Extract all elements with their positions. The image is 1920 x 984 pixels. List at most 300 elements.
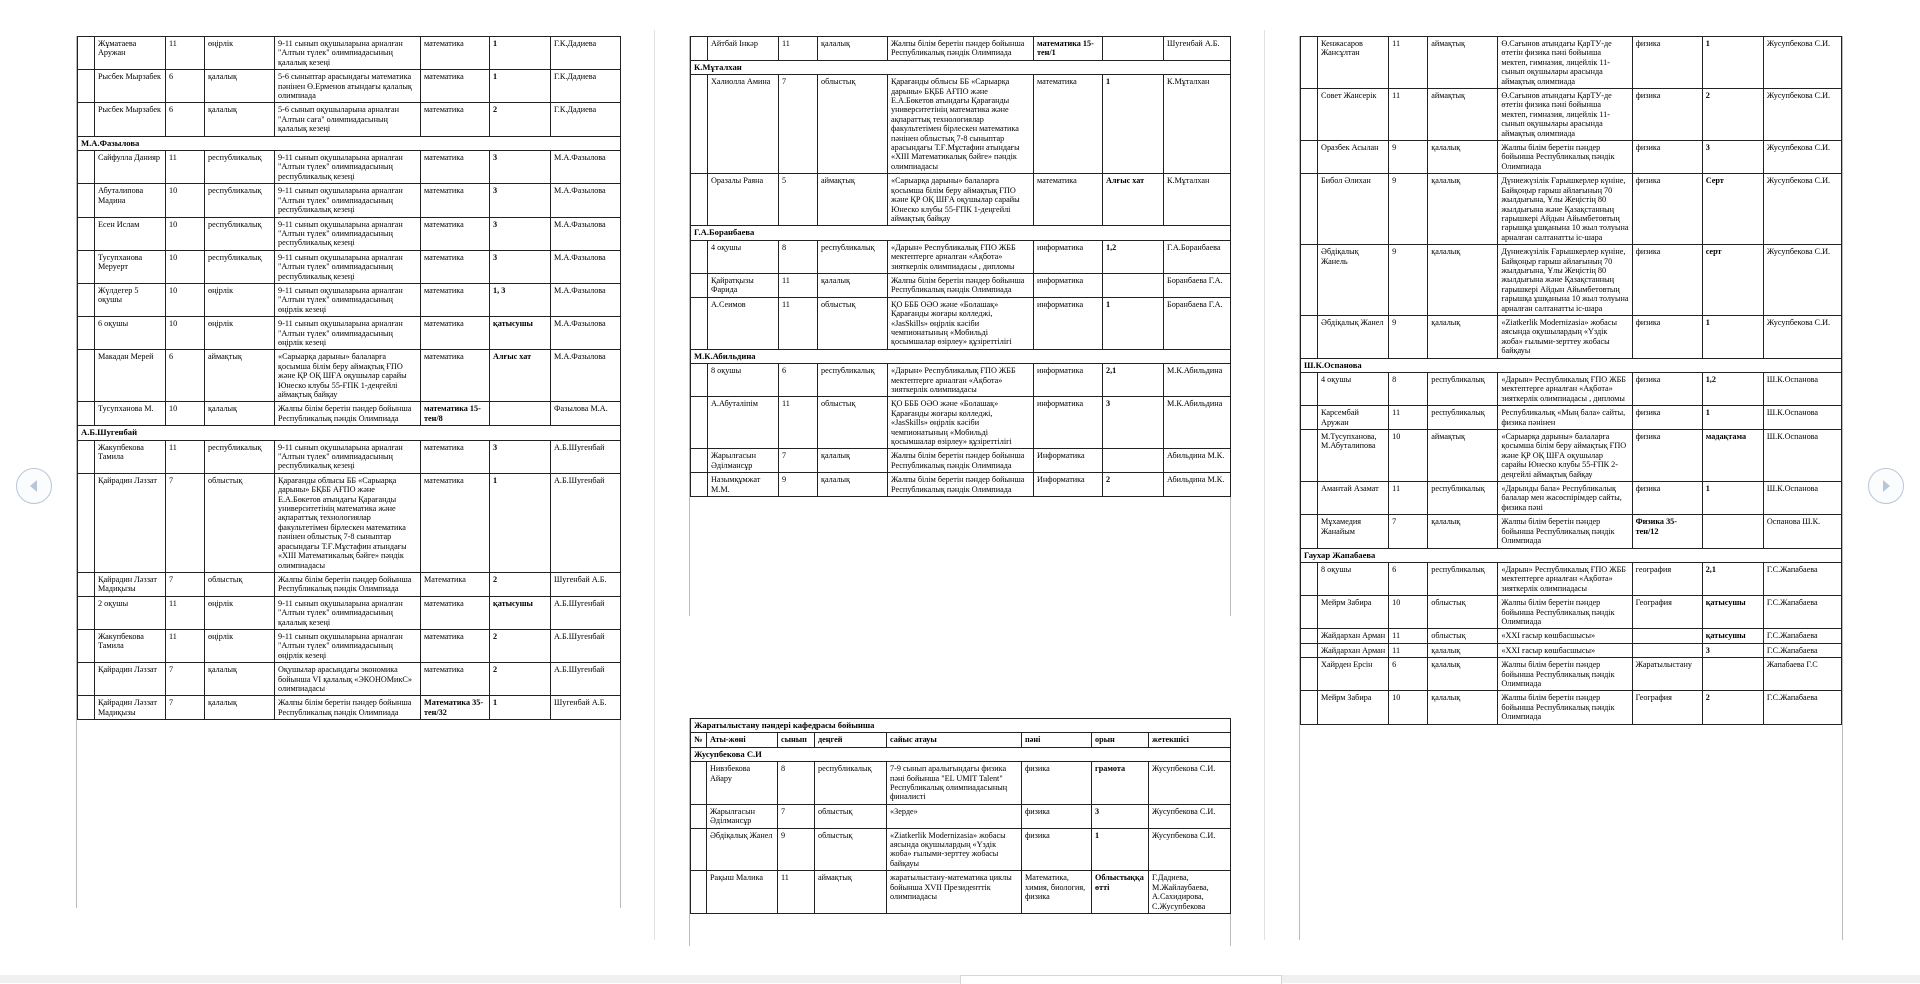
subject-cell: Математика 35-тен/32 <box>421 696 490 720</box>
level-cell: қалалық <box>205 103 275 136</box>
supervisor-cell: Шугенбай А.Б. <box>551 572 621 596</box>
student-name: Кенжасаров Жансұлтан <box>1318 37 1389 89</box>
competition-cell: «XXI ғасыр көшбасшысы» <box>1498 629 1632 643</box>
grade-cell: 7 <box>166 696 205 720</box>
place-cell: 1, 3 <box>490 283 551 316</box>
place-cell: 1,2 <box>1103 240 1164 273</box>
row-number <box>1301 141 1318 174</box>
subject-cell: Физика 35-тен/12 <box>1632 515 1702 548</box>
competition-cell: Ө.Сағынов атындағы ҚарТУ-де өтетін физика пәні бойынша мектеп, гимназия, лицейлік 11-сынып оқушылары арасында аймақтық олимпиада <box>1498 37 1632 89</box>
table-row <box>1301 245 1842 316</box>
grade-cell: 7 <box>166 663 205 696</box>
student-name: Макадан Мерей <box>95 350 166 402</box>
grade-cell: 10 <box>166 402 205 426</box>
subject-cell: информатика <box>1034 273 1103 297</box>
student-name: М.Тусупханова, М.Абуталипова <box>1318 430 1389 482</box>
competition-cell: Қарағанды облысы ББ «Сарыарқа дарыны» БҚББ АҒПО және Е.А.Бөкетов атындағы Қарағанды университетінің математика және ақпараттық технологиялар факультетімен бірлескен математика пәнінен облыстық 7-8 сыныптар арасындағы Т.Ғ.Мұстафин атындағы «XIII Математикалық бәйге» пәндік олимпиадасы <box>888 75 1034 174</box>
grade-cell: 11 <box>779 397 818 449</box>
competition-cell: 9-11 сынып оқушыларына арналған "Алтын түлек" олимпиадасының республикалық кезеңі <box>275 250 421 283</box>
department-title: Жаратылыстану пәндері кафедрасы бойынша <box>691 719 1231 733</box>
level-cell: республикалық <box>815 762 887 805</box>
place-cell: 3 <box>1702 643 1763 657</box>
place-cell: 1,2 <box>1702 373 1763 406</box>
chevron-left-icon <box>26 478 42 494</box>
subject-cell: математика <box>421 596 490 629</box>
table-row <box>78 217 621 250</box>
level-cell: қалалық <box>1428 515 1498 548</box>
teacher-name: Ш.К.Оспанова <box>1301 358 1842 372</box>
place-cell: 3 <box>1103 397 1164 449</box>
subject-cell: физика <box>1632 373 1702 406</box>
competition-cell: Қарағанды облысы ББ «Сарыарқа дарыны» БҚББ АҒПО және Е.А.Бөкетов атындағы Қарағанды университетінің математика және ақпараттық технологиялар факультетімен бірлескен математика пәнінен облыстық 7-8 сыныптар арасындағы Т.Ғ.Мұстафин атындағы «XIII Математикалық бәйге» пәндік олимпиадасы <box>275 473 421 572</box>
supervisor-cell: Ш.К.Оспанова <box>1763 406 1841 430</box>
competition-cell: 5-6 сынып оқушыларына арналған "Алтын саға" олимпиадасының қалалық кезеңі <box>275 103 421 136</box>
student-name: Амантай Азамат <box>1318 482 1389 515</box>
grade-cell: 10 <box>166 283 205 316</box>
table-row <box>1301 89 1842 141</box>
supervisor-cell: Жусупбекова С.И. <box>1763 89 1841 141</box>
level-cell: республикалық <box>1428 406 1498 430</box>
place-cell: қатысушы <box>490 596 551 629</box>
supervisor-cell: Жусупбекова С.И. <box>1149 762 1231 805</box>
teacher-section-row <box>691 226 1231 240</box>
table-row <box>78 184 621 217</box>
subject-cell: физика <box>1632 482 1702 515</box>
student-name: 4 оқушы <box>1318 373 1389 406</box>
table-row <box>78 473 621 572</box>
table-row <box>78 440 621 473</box>
supervisor-cell: М.А.Фазылова <box>551 350 621 402</box>
table-row <box>1301 596 1842 629</box>
subject-cell: математика <box>421 103 490 136</box>
level-cell: аймақтық <box>1428 37 1498 89</box>
competition-cell: Жалпы білім беретін пәндер бойынша Республикалық пәндік Олимпиада <box>275 402 421 426</box>
competition-cell: 9-11 сынып оқушыларына арналған "Алтын түлек" олимпиадасының қалалық кезеңі <box>275 596 421 629</box>
row-number <box>691 449 708 473</box>
competition-cell: 9-11 сынып оқушыларына арналған "Алтын түлек" олимпиадасының өңірлік кезеңі <box>275 317 421 350</box>
supervisor-cell: Г.К.Дадиева <box>551 70 621 103</box>
place-cell: серт <box>1702 245 1763 316</box>
supervisor-cell: Жусупбекова С.И. <box>1763 141 1841 174</box>
place-cell <box>1103 37 1164 61</box>
subject-cell: математика <box>421 440 490 473</box>
grade-cell: 10 <box>166 217 205 250</box>
grade-cell: 7 <box>166 473 205 572</box>
student-name: Қайрадин Ләззат <box>95 473 166 572</box>
supervisor-cell: М.А.Фазылова <box>551 317 621 350</box>
level-cell: облыстық <box>1428 596 1498 629</box>
table-row <box>691 871 1231 914</box>
row-number <box>1301 174 1318 245</box>
subject-cell: физика <box>1632 174 1702 245</box>
place-cell: Серт <box>1702 174 1763 245</box>
supervisor-cell: Г.С.Жапабаева <box>1763 562 1841 595</box>
table-row <box>1301 643 1842 657</box>
table-row <box>691 762 1231 805</box>
row-number <box>78 151 95 184</box>
competition-cell: 9-11 сынып оқушыларына арналған "Алтын түлек" олимпиадасының өңірлік кезеңі <box>275 629 421 662</box>
row-number <box>1301 562 1318 595</box>
supervisor-cell: Жапабаева Г.С <box>1763 658 1841 691</box>
grade-cell: 9 <box>1389 174 1428 245</box>
place-cell <box>1103 449 1164 473</box>
subject-cell: География <box>1632 691 1702 724</box>
column-header: № <box>691 733 707 747</box>
grade-cell: 11 <box>1389 406 1428 430</box>
teacher-section-row <box>1301 548 1842 562</box>
student-name: А.Абуталіпім <box>708 397 779 449</box>
competition-cell: 9-11 сынып оқушыларына арналған "Алтын түлек" олимпиадасының республикалық кезеңі <box>275 184 421 217</box>
level-cell: республикалық <box>1428 482 1498 515</box>
subject-cell: информатика <box>1034 397 1103 449</box>
subject-cell: математика <box>421 250 490 283</box>
table-row <box>78 70 621 103</box>
row-number <box>78 596 95 629</box>
place-cell: қатысушы <box>490 317 551 350</box>
supervisor-cell: Ш.К.Оспанова <box>1763 373 1841 406</box>
table-row <box>78 37 621 70</box>
supervisor-cell: Г.С.Жапабаева <box>1763 629 1841 643</box>
supervisor-cell: Г.С.Жапабаева <box>1763 596 1841 629</box>
row-number <box>1301 315 1318 358</box>
row-number <box>1301 89 1318 141</box>
competition-cell: Оқушылар арасындағы экономика бойынша VI қалалық «ЭКОНОМикС» олимпиадасы <box>275 663 421 696</box>
row-number <box>691 828 707 871</box>
teacher-section-row <box>1301 358 1842 372</box>
student-name: Абуталипова Мадина <box>95 184 166 217</box>
grade-cell: 6 <box>1389 562 1428 595</box>
table-row <box>1301 174 1842 245</box>
supervisor-cell: Фазылова М.А. <box>551 402 621 426</box>
competition-cell: «Сарыарқа дарыны» балаларға қосымша білім беру аймақтық ҒПО және ҚР ОҚ ШҒА оқушылар сарайы Юнеско клубы 55-ҒПК 2-деңгейлі аймақтық байқау <box>1498 430 1632 482</box>
place-cell <box>490 402 551 426</box>
competition-cell: Ө.Сағынов атындағы ҚарТУ-де өтетін физика пәні бойынша мектеп, гимназия, лицейлік 11-сынып оқушылары арасында аймақтық олимпиада <box>1498 89 1632 141</box>
teacher-name: Г.А.Боранбаева <box>691 226 1231 240</box>
column-header: сынып <box>778 733 815 747</box>
level-cell: қалалық <box>205 402 275 426</box>
student-name: 6 оқушы <box>95 317 166 350</box>
supervisor-cell: А.Б.Шугенбай <box>551 596 621 629</box>
student-name: Назымқұмжат М.М. <box>708 473 779 497</box>
page-gap <box>1264 30 1265 940</box>
place-cell <box>1702 515 1763 548</box>
place-cell: 3 <box>490 250 551 283</box>
table-row <box>78 596 621 629</box>
row-number <box>691 397 708 449</box>
competition-cell: Жалпы білім беретін пәндер бойынша Республикалық пәндік Олимпиада <box>275 696 421 720</box>
table-row <box>1301 658 1842 691</box>
grade-cell: 6 <box>166 103 205 136</box>
student-name: Әбдіқалық Жанель <box>1318 245 1389 316</box>
student-name: Тусупханова Меруерт <box>95 250 166 283</box>
supervisor-cell: М.К.Абильдина <box>1164 364 1231 397</box>
level-cell: қалалық <box>1428 643 1498 657</box>
student-name: Карсембай Аружан <box>1318 406 1389 430</box>
student-name: Сайфулла Данияр <box>95 151 166 184</box>
level-cell: қалалық <box>205 663 275 696</box>
column-header: сайыс атауы <box>887 733 1022 747</box>
place-cell <box>1103 273 1164 297</box>
supervisor-cell: Жусупбекова С.И. <box>1763 174 1841 245</box>
student-name: Қайратқызы Фарида <box>708 273 779 297</box>
table-row <box>1301 515 1842 548</box>
level-cell: қалалық <box>818 273 888 297</box>
level-cell: республикалық <box>205 151 275 184</box>
student-name: Рысбек Мырзабек <box>95 103 166 136</box>
place-cell: 1 <box>490 37 551 70</box>
supervisor-cell: Абильдина М.К. <box>1164 473 1231 497</box>
place-cell: 1 <box>1702 315 1763 358</box>
student-name: Жарылғасын Әділмансұр <box>708 449 779 473</box>
subject-cell: математика <box>421 663 490 696</box>
teacher-name: А.Б.Шугенбай <box>78 426 621 440</box>
competition-cell: жаратылыстану-математика циклы бойынша XVII Президенттік олимпиадасы <box>887 871 1022 914</box>
place-cell: 2,1 <box>1702 562 1763 595</box>
grade-cell: 11 <box>779 297 818 349</box>
competition-cell: Республикалық «Мың бала» сайты, физика пәнінен <box>1498 406 1632 430</box>
student-name: 2 оқушы <box>95 596 166 629</box>
student-name: Жарылғасын Әділмансұр <box>707 804 778 828</box>
student-name: Мұхамедия Жанайым <box>1318 515 1389 548</box>
competition-cell: 5-6 сыныптар арасындағы математика пәнінен Ө.Ерменов атындағы қалалық олимпиада <box>275 70 421 103</box>
place-cell: 1 <box>1702 482 1763 515</box>
row-number <box>1301 430 1318 482</box>
table-row <box>691 397 1231 449</box>
grade-cell: 10 <box>166 250 205 283</box>
level-cell: облыстық <box>815 804 887 828</box>
grade-cell: 7 <box>1389 515 1428 548</box>
subject-cell: информатика <box>1034 364 1103 397</box>
competition-cell: «Сарыарқа дарыны» балаларға қосымша білім беру аймақтық ҒПО және ҚР ОҚ ШҒА оқушылар сарайы Юнеско клубы 55-ҒПК 1-деңгейлі аймақтық байқау <box>275 350 421 402</box>
row-number <box>1301 515 1318 548</box>
competition-cell: «Ziatkerlik Modernizasia» жобасы аясында оқушылардың «Үздік жоба» ғылыми-зерттеу жобасы байқауы <box>1498 315 1632 358</box>
level-cell: қалалық <box>1428 245 1498 316</box>
supervisor-cell: М.А.Фазылова <box>551 217 621 250</box>
subject-cell: География <box>1632 596 1702 629</box>
column-header: деңгей <box>815 733 887 747</box>
subject-cell: информатика <box>1034 297 1103 349</box>
next-page-button[interactable] <box>1868 468 1904 504</box>
place-cell <box>1702 658 1763 691</box>
level-cell: өңірлік <box>205 317 275 350</box>
competition-cell: «Дарын» Республикалық ҒПО ЖББ мектептерге арналған «Ақбота» зияткерлік олимпиадасы <box>888 364 1034 397</box>
student-name: Нивзбекова Айару <box>707 762 778 805</box>
student-name: Жүлдегер 5 оқушы <box>95 283 166 316</box>
level-cell: облыстық <box>818 397 888 449</box>
competition-cell: 9-11 сынып оқушыларына арналған "Алтын түлек" олимпиадасының қалалық кезеңі <box>275 37 421 70</box>
supervisor-cell: Абильдина М.К. <box>1164 449 1231 473</box>
grade-cell: 7 <box>779 449 818 473</box>
table-row <box>691 75 1231 174</box>
grade-cell: 6 <box>166 70 205 103</box>
competition-cell: Жалпы білім беретін пәндер бойынша Республикалық пәндік Олимпиада <box>1498 658 1632 691</box>
row-number <box>1301 482 1318 515</box>
subject-cell: физика <box>1022 762 1092 805</box>
subject-cell: математика <box>1034 174 1103 226</box>
row-number <box>78 572 95 596</box>
level-cell: республикалық <box>818 364 888 397</box>
table-body <box>78 37 621 720</box>
supervisor-cell: А.Б.Шугенбай <box>551 473 621 572</box>
row-number <box>1301 596 1318 629</box>
student-name: Айтбай Інкәр <box>708 37 779 61</box>
subject-cell: математика <box>421 317 490 350</box>
competition-cell: ҚО БББ ОӘО және «Болашақ» Қарағанды жоғары колледжі, «JasSkills» өңірлік кәсіби чемпионатының «Мобильді қосымшалар өзірлеу» құзіреттілігі <box>888 297 1034 349</box>
teacher-section-row <box>78 136 621 150</box>
subject-cell: Математика <box>421 572 490 596</box>
competition-cell: Жалпы білім беретін пәндер бойынша Республикалық пәндік Олимпиада <box>275 572 421 596</box>
place-cell: 1 <box>490 473 551 572</box>
teacher-name: К.Мұталхан <box>691 60 1231 74</box>
grade-cell: 9 <box>1389 245 1428 316</box>
competition-cell: Жалпы білім беретін пәндер бойынша Республикалық пәндік Олимпиада <box>1498 691 1632 724</box>
place-cell: 3 <box>1702 141 1763 174</box>
subject-cell: физика <box>1632 89 1702 141</box>
column-header: орын <box>1092 733 1149 747</box>
student-name: Есен Ислам <box>95 217 166 250</box>
row-number <box>691 174 708 226</box>
teacher-name: М.К.Абильдина <box>691 349 1231 363</box>
document-page-2 <box>689 36 1231 616</box>
grade-cell: 11 <box>1389 89 1428 141</box>
competition-cell: 9-11 сынып оқушыларына арналған "Алтын түлек" олимпиадасының республикалық кезеңі <box>275 217 421 250</box>
place-cell: 3 <box>1092 804 1149 828</box>
student-name: Бибол Әлихан <box>1318 174 1389 245</box>
place-cell: 2 <box>1103 473 1164 497</box>
row-number <box>78 663 95 696</box>
grade-cell: 6 <box>779 364 818 397</box>
row-number <box>78 317 95 350</box>
level-cell: аймақтық <box>815 871 887 914</box>
table-row <box>1301 373 1842 406</box>
row-number <box>78 402 95 426</box>
table-row <box>1301 629 1842 643</box>
grade-cell: 6 <box>1389 658 1428 691</box>
competition-cell: Жалпы білім беретін пәндер бойынша Республикалық пәндік Олимпиада <box>888 449 1034 473</box>
table-row <box>691 37 1231 61</box>
row-number <box>78 70 95 103</box>
subject-cell: математика <box>421 473 490 572</box>
competition-cell: Жалпы білім беретін пәндер бойынша Республикалық пәндік Олимпиада <box>1498 515 1632 548</box>
student-name: Мейрм Забира <box>1318 596 1389 629</box>
supervisor-cell: М.К.Абильдина <box>1164 397 1231 449</box>
document-page-2-science-section <box>689 718 1231 946</box>
table-row <box>78 572 621 596</box>
supervisor-cell: М.А.Фазылова <box>551 151 621 184</box>
subject-cell <box>1632 643 1702 657</box>
place-cell: 3 <box>490 217 551 250</box>
level-cell: аймақтық <box>818 174 888 226</box>
grade-cell: 9 <box>1389 315 1428 358</box>
subject-cell: Информатика <box>1034 473 1103 497</box>
student-name: 4 оқушы <box>708 240 779 273</box>
table-row <box>78 402 621 426</box>
student-name: Оразалы Раяна <box>708 174 779 226</box>
grade-cell: 10 <box>1389 596 1428 629</box>
row-number <box>691 804 707 828</box>
grade-cell: 10 <box>1389 430 1428 482</box>
grade-cell: 11 <box>166 151 205 184</box>
teacher-name: М.А.Фазылова <box>78 136 621 150</box>
place-cell: 3 <box>490 184 551 217</box>
place-cell: 1 <box>1103 75 1164 174</box>
competition-cell: 9-11 сынып оқушыларына арналған "Алтын түлек" олимпиадасының республикалық кезеңі <box>275 440 421 473</box>
place-cell: 1 <box>490 70 551 103</box>
chevron-right-icon <box>1878 478 1894 494</box>
level-cell: облыстық <box>1428 629 1498 643</box>
competition-cell: 9-11 сынып оқушыларына арналған "Алтын түлек" олимпиадасының республикалық кезеңі <box>275 151 421 184</box>
table-body <box>1301 37 1842 725</box>
place-cell: 2 <box>490 103 551 136</box>
student-name: Жакупбекова Тамила <box>95 629 166 662</box>
supervisor-cell: Г.К.Дадиева <box>551 37 621 70</box>
subject-cell: математика 15-тен/8 <box>421 402 490 426</box>
table-body <box>691 719 1231 914</box>
awards-table-page-3 <box>1300 36 1842 725</box>
supervisor-cell: Оспанова Ш.К. <box>1763 515 1841 548</box>
subject-cell: физика <box>1632 141 1702 174</box>
student-name: Әбдіқалық Жанел <box>1318 315 1389 358</box>
table-header-row <box>691 733 1231 747</box>
student-name: 8 оқушы <box>708 364 779 397</box>
row-number <box>691 871 707 914</box>
competition-cell: Дүниежүзілік Ғарышкерлер күніне, Байқоңыр ғарыш айлағының 70 жылдығына, Ұлы Жеңістің 80 жылдығына және Қазақстанның ғарышкері Айдын Айымбетовтың ғарышқа ұшқанына 10 жыл толуына арналған салтанатты іс-шара <box>1498 174 1632 245</box>
subject-cell: физика <box>1022 828 1092 871</box>
row-number <box>78 440 95 473</box>
subject-cell: математика <box>421 184 490 217</box>
subject-cell: физика <box>1632 315 1702 358</box>
grade-cell: 10 <box>1389 691 1428 724</box>
row-number <box>691 473 708 497</box>
supervisor-cell: Ш.К.Оспанова <box>1763 430 1841 482</box>
level-cell: өңірлік <box>205 283 275 316</box>
grade-cell: 11 <box>1389 482 1428 515</box>
grade-cell: 11 <box>778 871 815 914</box>
table-row <box>1301 562 1842 595</box>
table-row <box>691 174 1231 226</box>
student-name: Совет Жансерік <box>1318 89 1389 141</box>
level-cell: республикалық <box>205 440 275 473</box>
grade-cell: 9 <box>778 828 815 871</box>
level-cell: облыстық <box>815 828 887 871</box>
supervisor-cell: Жусупбекова С.И. <box>1149 828 1231 871</box>
level-cell: республикалық <box>818 240 888 273</box>
competition-cell: Дүниежүзілік Ғарышкерлер күніне, Байқоңыр ғарыш айлағының 70 жылдығына, Ұлы Жеңістің 80 жылдығына және Қазақстанның ғарышкері Айдын Айымбетовтың ғарышқа ұшқанына 10 жыл толуына арналған салтанатты іс-шара <box>1498 245 1632 316</box>
student-name: Мейрм Забира <box>1318 691 1389 724</box>
student-name: А.Сеимов <box>708 297 779 349</box>
place-cell: мадақтама <box>1702 430 1763 482</box>
student-name: Рысбек Мырзабек <box>95 70 166 103</box>
supervisor-cell: Боранбаева Г.А. <box>1164 297 1231 349</box>
place-cell: грамота <box>1092 762 1149 805</box>
competition-cell: «Зерде» <box>887 804 1022 828</box>
science-dept-table <box>690 718 1231 914</box>
place-cell: 1 <box>490 696 551 720</box>
supervisor-cell: Г.С.Жапабаева <box>1763 691 1841 724</box>
student-name: Қайрадин Ләззат Мадиқызы <box>95 572 166 596</box>
grade-cell: 11 <box>1389 37 1428 89</box>
level-cell: өңірлік <box>205 596 275 629</box>
previous-page-button[interactable] <box>16 468 52 504</box>
grade-cell: 8 <box>778 762 815 805</box>
level-cell: облыстық <box>205 473 275 572</box>
place-cell: 1 <box>1702 406 1763 430</box>
supervisor-cell: Г.К.Дадиева <box>551 103 621 136</box>
row-number <box>78 103 95 136</box>
grade-cell: 11 <box>166 440 205 473</box>
table-row <box>1301 141 1842 174</box>
table-row <box>78 317 621 350</box>
